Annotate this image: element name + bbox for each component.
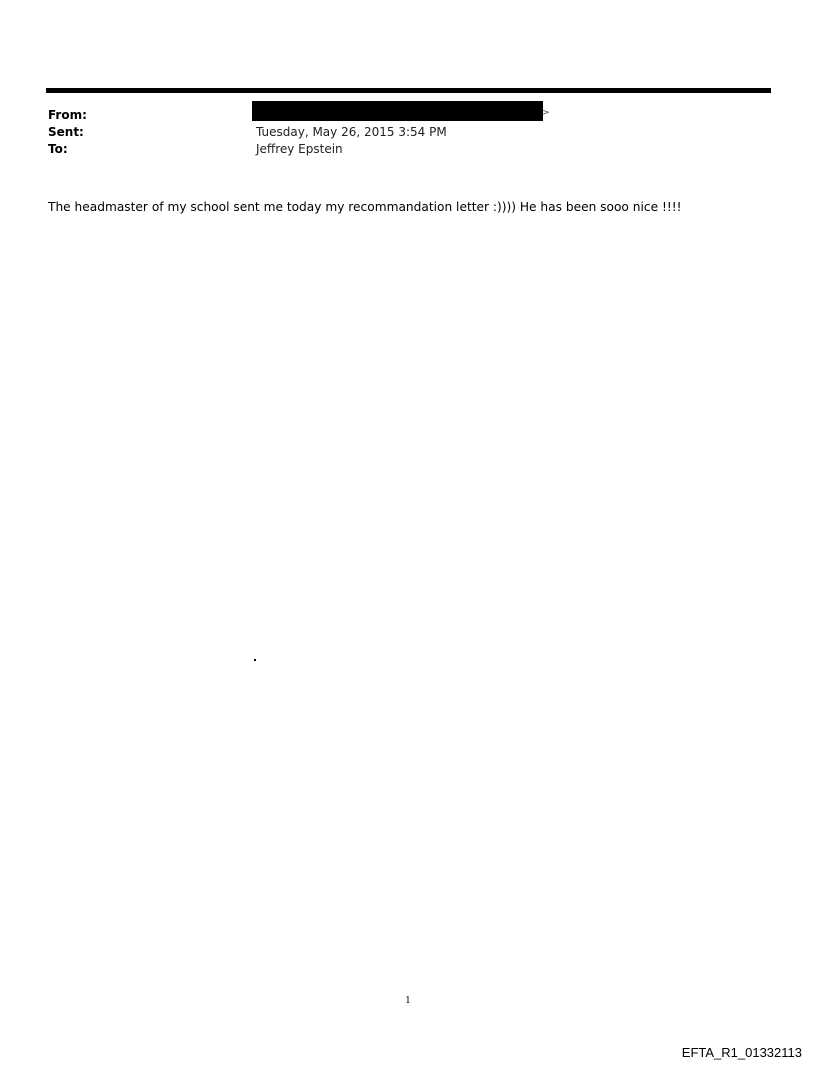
- email-body: The headmaster of my school sent me today my recommandation letter :)))) He has been sooo nice !!!!: [48, 200, 682, 214]
- page-number: 1: [405, 996, 411, 1006]
- to-value: Jeffrey Epstein: [256, 142, 343, 156]
- to-label: To:: [48, 142, 68, 156]
- sent-label: Sent:: [48, 125, 84, 139]
- to-row: [48, 141, 748, 158]
- stray-mark: [254, 659, 256, 661]
- from-value-tail: >: [542, 108, 550, 118]
- header-divider: [46, 88, 771, 93]
- redaction-block: [252, 101, 543, 121]
- from-label: From:: [48, 108, 87, 122]
- sent-value: Tuesday, May 26, 2015 3:54 PM: [256, 125, 447, 139]
- sent-row: [48, 124, 748, 141]
- document-id: EFTA_R1_01332113: [681, 1045, 802, 1060]
